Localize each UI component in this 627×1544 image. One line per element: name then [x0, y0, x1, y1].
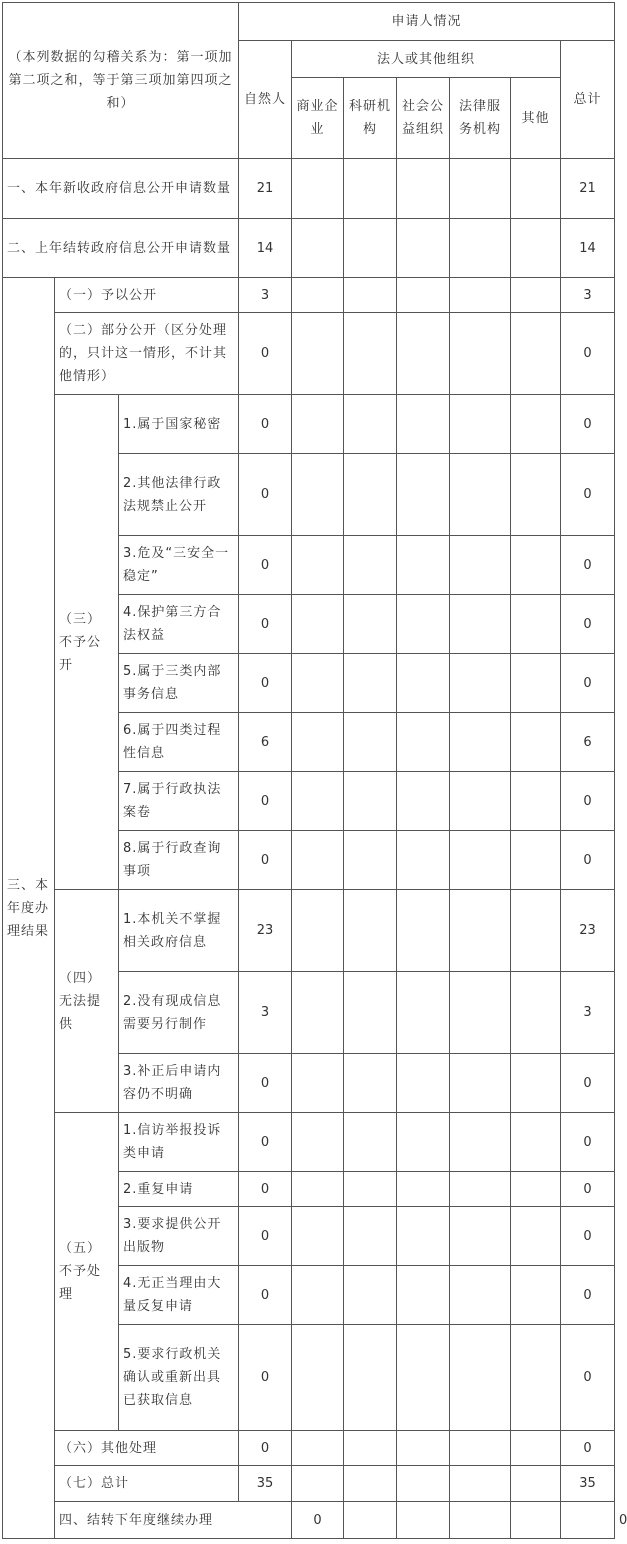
natural-person-value: 0	[239, 772, 292, 831]
natural-person-value: 0	[239, 395, 292, 454]
row-label: 4.无正当理由大量反复申请	[119, 1266, 239, 1325]
total-value: 0	[561, 1054, 615, 1113]
total-header: 总计	[561, 41, 615, 159]
natural-person-value: 0	[239, 1325, 292, 1431]
row-label: 3.危及“三安全一稳定”	[119, 536, 239, 595]
total-value: 0	[561, 831, 615, 890]
row-label: 6.属于四类过程性信息	[119, 713, 239, 772]
natural-person-value: 21	[239, 159, 292, 219]
total-value: 0	[561, 1113, 615, 1172]
natural-person-value: 0	[239, 454, 292, 536]
natural-person-value: 3	[239, 972, 292, 1054]
natural-person-value: 0	[239, 1054, 292, 1113]
natural-person-value: 0	[239, 1113, 292, 1172]
total-value: 3	[561, 972, 615, 1054]
row-label: 2.其他法律行政法规禁止公开	[119, 454, 239, 536]
natural-person-value: 23	[239, 890, 292, 972]
total-value: 0	[561, 654, 615, 713]
natural-person-value: 14	[239, 219, 292, 278]
total-value: 0	[561, 772, 615, 831]
row-label: 四、结转下年度继续办理	[55, 1502, 292, 1539]
commercial-enterprise-header: 商业企业	[292, 78, 344, 159]
group-not-processed-label: （五）不予处理	[55, 1113, 119, 1431]
row-label: 1.本机关不掌握相关政府信息	[119, 890, 239, 972]
table-row	[3, 219, 615, 278]
table-row	[3, 1113, 615, 1172]
total-value: 0	[561, 1325, 615, 1431]
table-row	[3, 278, 615, 313]
natural-person-value: 0	[239, 536, 292, 595]
table-row	[3, 313, 615, 395]
row-label: （七）总计	[55, 1466, 239, 1502]
section-three-label: 三、本年度办理结果	[3, 278, 55, 1539]
other-header: 其他	[511, 78, 561, 159]
total-value: 0	[561, 1172, 615, 1207]
natural-person-value: 0	[292, 1502, 344, 1539]
natural-person-value: 3	[239, 278, 292, 313]
natural-person-value: 35	[239, 1466, 292, 1502]
table-row	[3, 159, 615, 219]
row-label: 一、本年新收政府信息公开申请数量	[3, 159, 239, 219]
total-value: 35	[561, 1466, 615, 1502]
total-value: 23	[561, 890, 615, 972]
row-label: 7.属于行政执法案卷	[119, 772, 239, 831]
natural-person-value: 0	[239, 831, 292, 890]
legal-entity-header: 法人或其他组织	[292, 41, 561, 78]
total-value: 0	[561, 454, 615, 536]
table-row: 四、结转下年度继续办理 0 0	[3, 1502, 615, 1539]
natural-person-value: 0	[239, 1207, 292, 1266]
natural-person-value: 0	[239, 1266, 292, 1325]
total-value: 0	[561, 536, 615, 595]
total-value: 0	[561, 595, 615, 654]
row-label: 二、上年结转政府信息公开申请数量	[3, 219, 239, 278]
relation-note: （本列数据的勾稽关系为：第一项加第二项之和，等于第三项加第四项之和）	[3, 3, 239, 159]
row-label: 1.属于国家秘密	[119, 395, 239, 454]
table-row	[3, 1466, 615, 1502]
natural-person-value: 0	[239, 654, 292, 713]
total-value: 21	[561, 159, 615, 219]
total-value: 0	[561, 313, 615, 395]
total-value: 0	[561, 395, 615, 454]
group-cannot-provide-label: （四）无法提供	[55, 890, 119, 1113]
row-label: 3.补正后申请内容仍不明确	[119, 1054, 239, 1113]
natural-person-value: 6	[239, 713, 292, 772]
total-value: 0	[561, 1431, 615, 1466]
total-value: 14	[561, 219, 615, 278]
total-value: 6	[561, 713, 615, 772]
row-label: 3.要求提供公开出版物	[119, 1207, 239, 1266]
legal-service-header: 法律服务机构	[450, 78, 511, 159]
row-label: （一）予以公开	[55, 278, 239, 313]
table-row	[3, 890, 615, 972]
natural-person-value: 0	[239, 1172, 292, 1207]
natural-person-header: 自然人	[239, 41, 292, 159]
natural-person-value: 0	[239, 313, 292, 395]
table-row	[3, 1431, 615, 1466]
research-institution-header: 科研机构	[344, 78, 397, 159]
total-value: 0	[561, 1207, 615, 1266]
total-value: 0	[561, 1266, 615, 1325]
row-label: 5.属于三类内部事务信息	[119, 654, 239, 713]
applicant-situation-header: 申请人情况	[239, 3, 615, 41]
row-label: 2.重复申请	[119, 1172, 239, 1207]
table-row	[3, 395, 615, 454]
natural-person-value: 0	[239, 1431, 292, 1466]
row-label: 1.信访举报投诉类申请	[119, 1113, 239, 1172]
row-label: 4.保护第三方合法权益	[119, 595, 239, 654]
total-value: 3	[561, 278, 615, 313]
row-label: 5.要求行政机关确认或重新出具已获取信息	[119, 1325, 239, 1431]
row-label: 8.属于行政查询事项	[119, 831, 239, 890]
row-label: （二）部分公开（区分处理的，只计这一情形，不计其他情形）	[55, 313, 239, 395]
natural-person-value: 0	[239, 595, 292, 654]
row-label: （六）其他处理	[55, 1431, 239, 1466]
group-not-disclosed-label: （三）不予公开	[55, 395, 119, 890]
row-label: 2.没有现成信息需要另行制作	[119, 972, 239, 1054]
social-welfare-header: 社会公益组织	[397, 78, 450, 159]
disclosure-statistics-table	[2, 2, 627, 1539]
